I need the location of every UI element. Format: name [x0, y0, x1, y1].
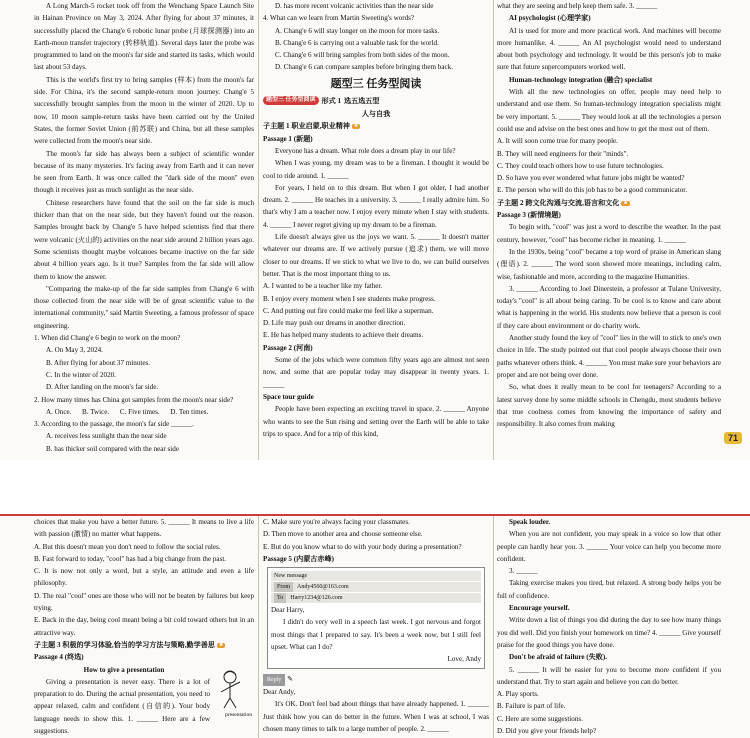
option: E. Back in the day, being cool meant being a bit cold toward others but in an attractive way. [34, 616, 254, 637]
paragraph: Another study found the key of "cool" lies in the will to stick to one's own choice in life. The study pointed out that cool people always choose their own paths whatever others think. 4. ______ You must make sure your behaviors are proper and are not being over done. [497, 334, 721, 379]
paragraph: Giving a presentation is never easy. There is a lot of preparation to do. During the actual presentation, you need to appear relaxed, calm and confident (自信的). Your body language needs to show this. 1. ______ Here are a few suggestions. [34, 677, 210, 736]
column-divider [493, 516, 494, 738]
option: E. But do you know what to do with your body during a presentation? [263, 542, 462, 551]
option: C. It is now not only a word, but a style, an attitude and even a life philosophy. [34, 567, 254, 588]
option: D. After landing on the moon's far side. [46, 383, 159, 392]
passage-title: How to give a presentation [83, 665, 165, 674]
form-label: 选五选五型 [344, 96, 380, 105]
column-divider [258, 516, 259, 738]
email-to-row: To Harry1234@126.com [271, 593, 481, 603]
option: D. So have you ever wondered what future jobs might be wanted? [497, 174, 685, 183]
email-signature: Love, Andy [447, 655, 481, 664]
option: C. They could teach others how to use future technologies. [497, 161, 664, 170]
option: E. The person who will do this job has to be a good communicator. [497, 186, 687, 195]
option: D. has more recent volcanic activities than the near side [275, 2, 434, 10]
paragraph: So, what does it really mean to be cool for teenagers? According to a latest survey done by some middle schools in Chengdu, most students believe that true coolness comes from knowing the importance of safety and responsibility. It also comes from making [497, 383, 721, 429]
passage-heading: Passage 4 (终选) [34, 653, 84, 662]
option: B. They will need engineers for their "minds". [497, 149, 629, 158]
question: 2. How many times has China got samples from the moon's near side? [34, 395, 234, 404]
paragraph: Chinese researchers have found that the soil on the far side is much thicker than that on the near side, but they haven't found out the reason. Samples brought back by Chang'e 5 have helped scientists find that there were volcanic (火山的) activities on the near side around 2 billion years ago. Some scientists thought maybe volcanoes became inactive on the far side about 4 billion years ago. Is it true? Samples from the far side will allow them to know the answer. [34, 198, 254, 281]
paragraph: Life doesn't always give us the joys we want. 5. ______ It doesn't matter whatever our dreams are. If we actively pursue (追求) them, we will move closer to our dreams. If we stick to what we live to do, we can build ourselves better. That is the most important thing to us. [263, 233, 489, 278]
reply-button[interactable]: Reply [263, 674, 285, 686]
paragraph: When I was young, my dream was to be a fireman. I thought it would be cool to ride around. 1. ______ [263, 159, 489, 180]
paragraph: AI is used for more and more practical work. And machines will become more humanlike. 4. ______ An AI psychologist would need to understand about both psychology and technology. It would be this person's job to make sure that future supercomputers worked well. [497, 26, 721, 72]
option: B. Failure is part of life. [497, 702, 566, 711]
option: A. Chang'e 6 will stay longer on the moon for more tasks. [275, 26, 440, 35]
column-divider [258, 0, 259, 460]
bottom-column-3 [497, 516, 721, 738]
tip-heading: Encourage yourself. [509, 604, 570, 613]
paragraph: The moon's far side has always been a subject of scientific wonder because of its many mysteries. It's facing away from Earth and it can never be seen from Earth. It was once called the "dark side of the moon" even though it receives just as much sunlight as the near side. [34, 149, 254, 195]
option: B. has thicker soil compared with the near side [46, 444, 179, 453]
paragraph: Everyone has a dream. What role does a dream play in our life? [275, 146, 456, 155]
email-card [267, 567, 485, 668]
option: A. It will soon come true for many people. [497, 137, 618, 146]
passage-heading: Passage 3 (新情境题) [497, 211, 561, 220]
paragraph: Write down a list of things you did during the day to see how many things you did well. Did you finish your homework on time? 4. ______ Give yourself praise for the good things you have done. [497, 616, 721, 649]
option: C. Chang'e 6 will bring samples from both sides of the moon. [275, 51, 450, 60]
email-header: New message [271, 571, 481, 581]
passage-subtitle: Space tour guide [263, 392, 314, 401]
option: B. Chang'e 6 is carrying out a valuable task for the world. [275, 38, 439, 47]
paragraph: To begin with, "cool" was just a word to describe the weather. In the past century, however, "cool" has become richer in meaning. 1. ______ [497, 223, 721, 244]
passage-heading: Passage 5 (内蒙古赤峰) [263, 554, 334, 563]
job-heading: AI psychologist (心理学家) [509, 14, 591, 23]
paragraph: With all the new technologies on offer, people may need help to understand and use them. So human-technology integration specialists might be very important. 5. ______ They would look at all the technologies a person could use and advise on the best ones and how to get the most out of them. [497, 88, 721, 133]
option: A. receives less sunlight than the near side [46, 432, 167, 441]
paragraph: People have been expecting an exciting travel in space. 2. ______ Anyone who wants to see the Sun rising and setting over the Earth will be able to take trips to space. And for a trip of this kind, [263, 405, 489, 438]
bottom-column-1 [34, 516, 254, 738]
option: A. I wanted to be a teacher like my father. [263, 282, 383, 291]
email-from-row: From Andy4560@163.com [271, 582, 481, 592]
option: C. In the winter of 2020. [46, 370, 116, 379]
top-column-2 [263, 0, 489, 460]
option: C. And putting out fire could make me feel like a superman. [263, 306, 434, 315]
passage-heading: Passage 2 (河南) [263, 343, 313, 352]
option: D. The real "cool" ones are those who will not be beaten by failures but keep trying. [34, 591, 254, 613]
paragraph: This is the world's first try to bring samples (样本) from the moon's far side. For China, it's the second sample-return moon journey. Chang'e 5 successfully brought samples from the moon in the winter of 2020. Up to now, 10 moon sample-return tasks have been carried out by the United States, the former Soviet Union (前苏联) and China, but all these samples were collected from the moon's near side. [34, 75, 254, 146]
tip-heading: Speak louder. [509, 518, 551, 526]
option: D. Then move to another area and choose someone else. [263, 530, 423, 539]
passage-heading: Passage 1 (新题) [263, 134, 313, 143]
tip-heading: Don't be afraid of failure (失败). [509, 653, 607, 662]
theme-heading: 子主题 3 积极的学习体验,恰当的学习方法与策略,勤学善思 ★ [34, 640, 224, 649]
form-header [263, 95, 489, 107]
top-column-3 [497, 0, 721, 460]
bottom-page [0, 516, 750, 738]
option: A. On May 3, 2024. [46, 346, 103, 355]
reply-greeting: Dear Andy, [263, 687, 296, 696]
option: A. But this doesn't mean you don't need to follow the social rules. [34, 542, 221, 551]
theme-heading: 子主题 1 职业启蒙,职业精神 ★ [263, 122, 359, 131]
paragraph: In the 1930s, being "cool" became a top word of praise in American slang (俚语). 2. ______ The word soon showed more meanings, including calm, wise, fashionable and more, according to the magazine Humanities. [497, 247, 721, 281]
paragraph: 3. ______ According to Joel Dinerstein, a professor at Tulane University, today's "cool" is all about being caring. To be cool is to know and care about what is happening in the world. His students now believe that a person is cool if they care about environment or do charity work. [497, 284, 721, 330]
paragraph: For years, I held on to this dream. But when I got older, I had another dream. 2. ______ He teaches in a university. 3. ______ I really admire him. So that's why I am a teacher now. I enjoy every minute when I stay with students. 4. ______ I never regret giving up my dream to be a fireman. [263, 183, 489, 229]
option: A. Once. B. Twice. C. Five times. D. Ten times. [46, 407, 209, 416]
figure-caption: presentation [225, 712, 252, 718]
option: B. I enjoy every moment when I see students make progress. [263, 294, 436, 303]
job-heading: Human-technology integration (融合) specialist [509, 75, 653, 84]
email-body: I didn't do very well in a speech last week. I got nervous and forgot most things that I prepared to say. It's been a week now, but I still feel upset. What can I do? [271, 618, 481, 652]
question: 1. When did Chang'e 6 begin to work on the moon? [34, 334, 181, 343]
page-number: 71 [724, 432, 742, 444]
question: 3. According to the passage, the moon's far side ______. [34, 420, 195, 429]
paragraph: A Long March-5 rocket took off from the Wenchang Space Launch Site in Hainan Province on May 3, 2024. After flying for about 37 minutes, it successfully placed the Chang'e 6 robotic lunar probe (月球探测器) into an Earth-moon transfer trajectory (转移轨道). Several days later the probe was programmed to land on the moon's far side and started its tasks, which would last about 53 days. [34, 2, 254, 72]
option: D. Chang'e 6 can compare samples before bringing them back. [275, 63, 453, 72]
paragraph: "Comparing the make-up of the far side samples from Chang'e 6 with those collected from the near side will be of great scientific value to the international community," said Martin Sweeting, a famous professor of space engineering. [34, 284, 254, 330]
subtitle: 人与自我 [361, 110, 391, 119]
paragraph: Taking exercise makes you tired, but relaxed. A strong body helps you be full of confidence. [497, 579, 721, 600]
option: C. Make sure you're always facing your classmates. [263, 518, 410, 526]
form-pill: 题型三 任务型阅读 [263, 96, 319, 105]
question: 4. What can we learn from Martin Sweeting's words? [263, 14, 415, 23]
reply-row [263, 671, 489, 686]
paragraph: choices that make you have a better future. 5. ______ It means to live a life with passion (激情) no matter what happens. [34, 518, 254, 539]
section-title: 题型三 任务型阅读 [330, 77, 422, 90]
top-column-1 [34, 0, 254, 460]
paragraph: Some of the jobs which were common fifty years ago are almost not seen now, and some that are popular today may disappear in twenty years. 1. ______ [263, 356, 489, 389]
option: C. Here are some suggestions. [497, 714, 583, 723]
option: E. He has helped many students to achieve their dreams. [263, 331, 424, 340]
pen-icon: ✎ [287, 674, 294, 683]
paragraph: 5. ______ It will be easier for you to become more confident if you understand that. Try to start again and believe you can do better. [497, 665, 721, 686]
email-greeting: Dear Harry, [271, 606, 305, 615]
presenter-figure-icon [210, 668, 250, 712]
bottom-column-2 [263, 516, 489, 738]
form-tag: 形式 1 [321, 96, 342, 105]
column-divider [493, 0, 494, 460]
option: B. Fast forward to today, "cool" has had a big change from the past. [34, 554, 227, 563]
option: B. After flying for about 37 minutes. [46, 358, 151, 367]
paragraph: 3. ______ [509, 567, 538, 576]
option: D. Did you give your friends help? [497, 727, 597, 736]
paragraph: what they are seeing and help keep them safe. 3. ______ [497, 2, 658, 10]
paragraph: When you are not confident, you may speak in a voice so low that other people can hardly hear you. 3. ______ Your voice can help you become more confident. [497, 530, 721, 563]
theme-heading: 子主题 2 跨文化沟通与交流,语言和文化 ★ [497, 198, 628, 207]
page-gap [0, 460, 750, 516]
option: D. Life may push our dreams in another direction. [263, 319, 406, 328]
option: A. Play sports. [497, 690, 539, 699]
paragraph: It's OK. Don't feel bad about things that have already happened. 1. ______ Just think how you can do better in the future. When I was at school, I was chosen many times to talk to a large number of people. 2. ______ [263, 700, 489, 733]
